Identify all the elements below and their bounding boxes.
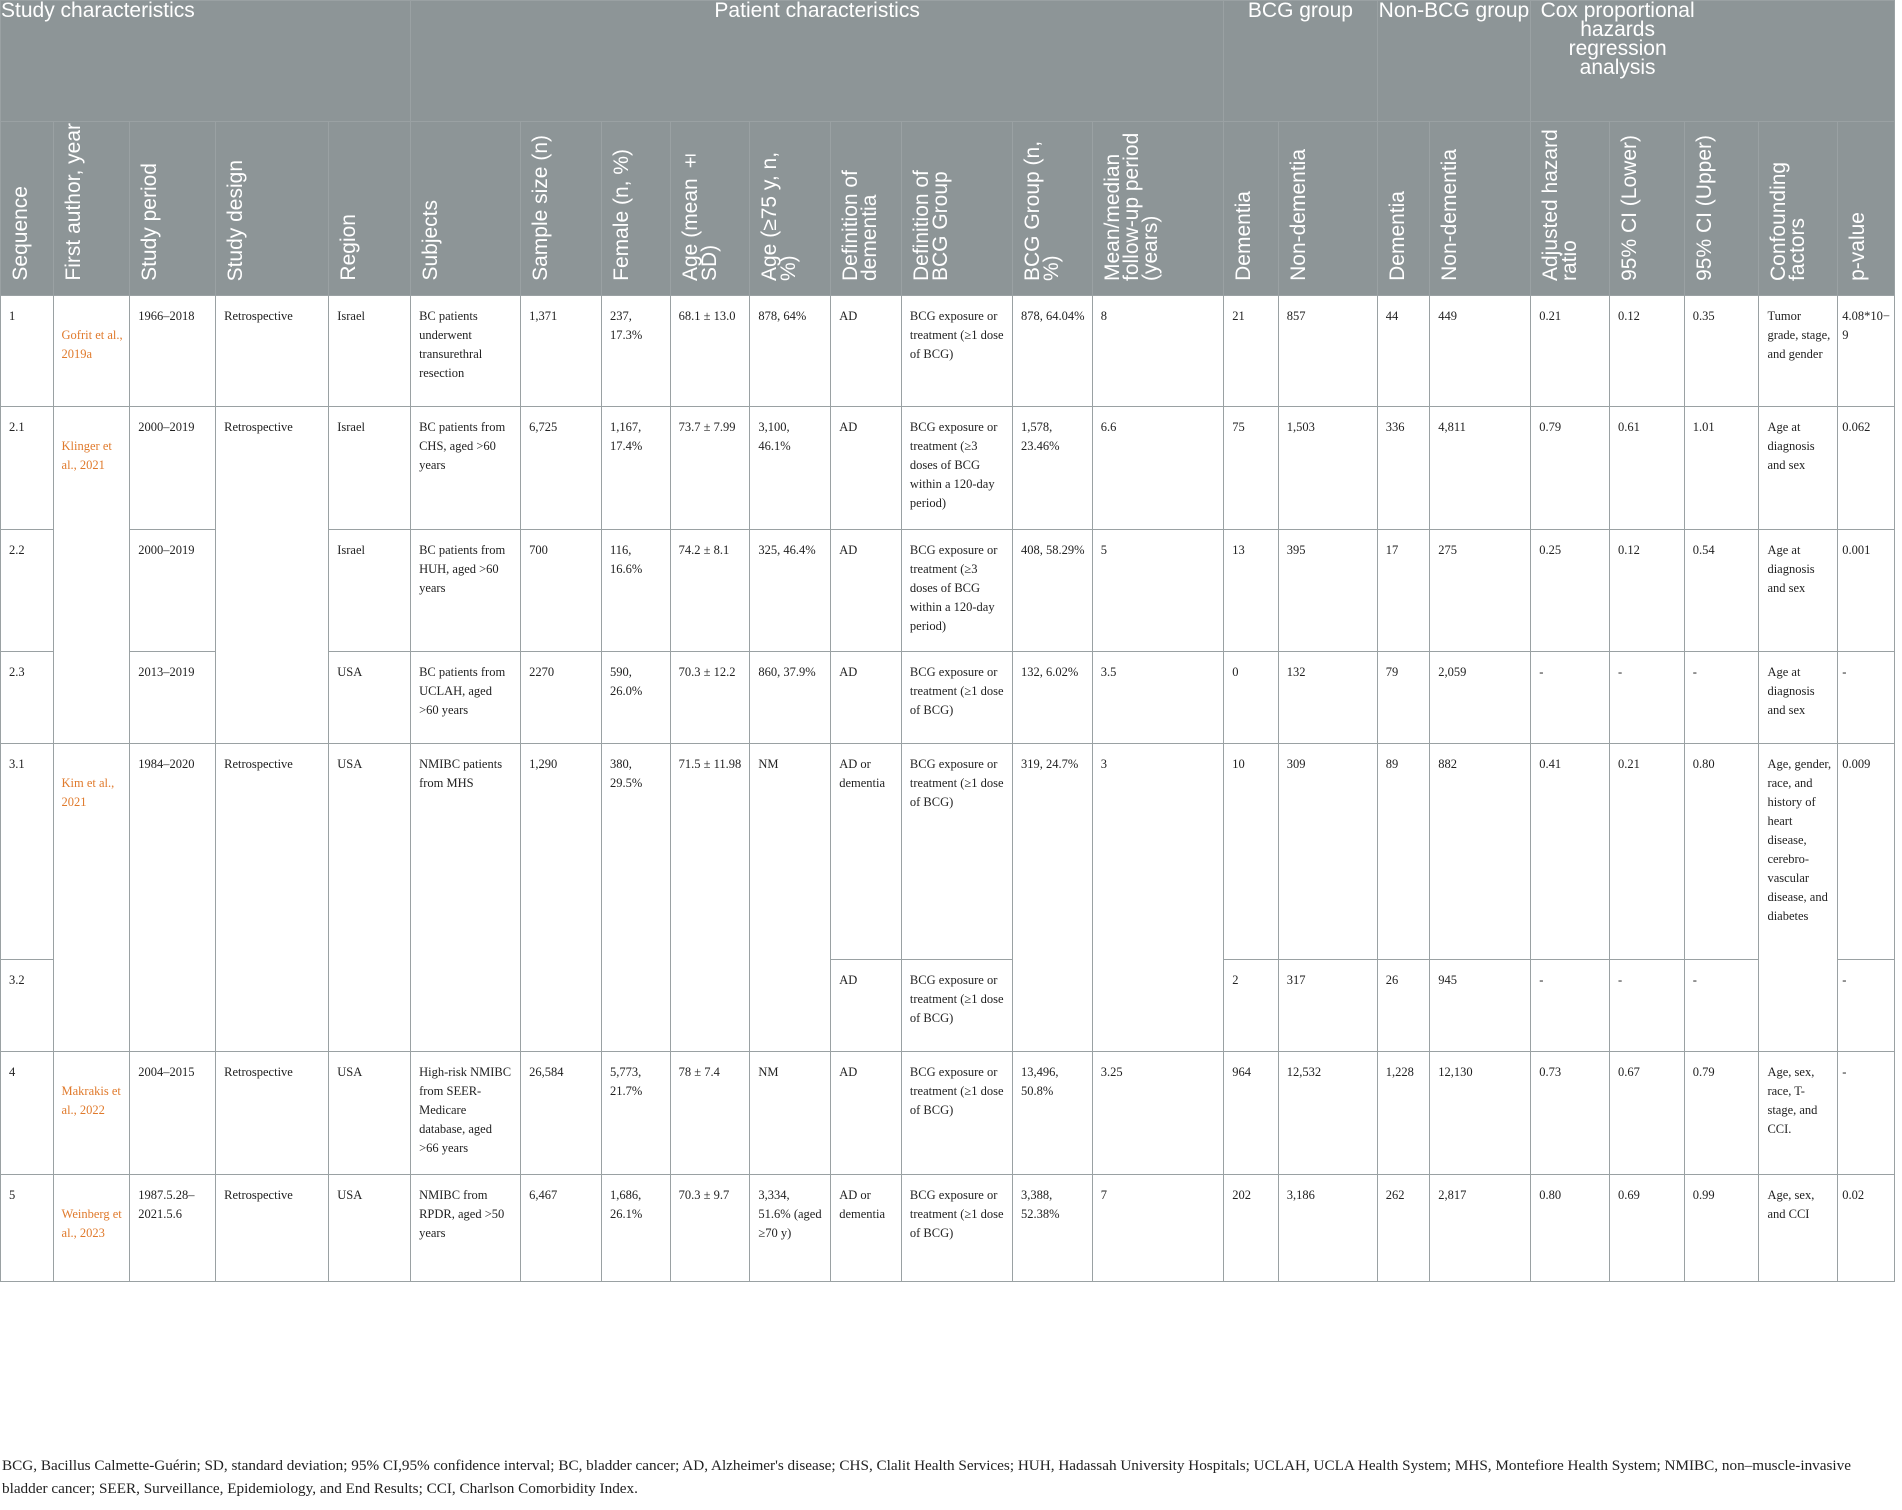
cell-region: Israel [329,296,411,407]
cell-def-bcg: BCG exposure or treatment (≥1 dose of BCG) [901,744,1012,960]
col-def-dementia: Definition of dementia [831,122,902,296]
cell-followup: 5 [1092,530,1223,652]
cell-nbcg-non-dementia: 945 [1430,960,1531,1052]
col-ci-lower: 95% CI (Lower) [1609,122,1684,296]
cell-age75: 878, 64% [750,296,831,407]
cell-nbcg-non-dementia: 2,817 [1430,1175,1531,1282]
col-ahr: Adjusted hazard ratio [1531,122,1610,296]
cell-sample: 700 [521,530,602,652]
cell-period [130,960,216,1052]
cell-followup: 8 [1092,296,1223,407]
cell-confounding: Age, gender, race, and history of heart disease, cerebro-vascular disease, and diabetes [1759,744,1838,960]
cell-ci-upper: 0.80 [1684,744,1759,960]
cell-def-dementia: AD [831,1052,902,1175]
table-row [1,407,1895,530]
cell-subjects: BC patients underwent transurethral resection [411,296,521,407]
cell-ci-lower: 0.12 [1609,296,1684,407]
cell-sample: 2270 [521,652,602,744]
cell-bcg-group [1012,960,1092,1052]
cell-age75 [750,960,831,1052]
col-period: Study period [130,122,216,296]
cell-nbcg-dementia: 336 [1377,407,1430,530]
cell-followup: 6.6 [1092,407,1223,530]
cell-design: Retrospective [216,1052,329,1175]
cell-ahr: 0.21 [1531,296,1610,407]
group-non-bcg: Non-BCG group [1377,1,1531,122]
cell-ahr: 0.79 [1531,407,1610,530]
cell-nbcg-non-dementia: 2,059 [1430,652,1531,744]
col-pvalue: p-value [1838,122,1895,296]
cell-period: 1966–2018 [130,296,216,407]
cell-nbcg-dementia: 26 [1377,960,1430,1052]
col-age: Age (mean ± SD) [670,122,750,296]
cell-sample: 1,371 [521,296,602,407]
cell-seq: 2.2 [1,530,54,652]
cell-design: Retrospective [216,1175,329,1282]
cell-subjects: BC patients from UCLAH, aged >60 years [411,652,521,744]
cell-ahr: 0.80 [1531,1175,1610,1282]
cell-design [216,652,329,744]
col-nbcg-non-dementia: Non-dementia [1430,122,1531,296]
cell-pvalue: 0.009 [1838,744,1895,960]
cell-seq: 3.2 [1,960,54,1052]
cell-def-bcg: BCG exposure or treatment (≥1 dose of BCG) [901,960,1012,1052]
cell-female: 1,686, 26.1% [601,1175,670,1282]
cell-bcg-non-dementia: 857 [1278,296,1377,407]
cell-subjects [411,960,521,1052]
cell-bcg-dementia: 0 [1224,652,1279,744]
author-citation-link[interactable]: Gofrit et al., 2019a [61,328,123,361]
cell-ci-upper: 1.01 [1684,407,1759,530]
author-citation-link[interactable]: Makrakis et al., 2022 [61,1084,121,1117]
cell-bcg-group: 13,496, 50.8% [1012,1052,1092,1175]
cell-nbcg-non-dementia: 882 [1430,744,1531,960]
col-ci-upper: 95% CI (Upper) [1684,122,1759,296]
cell-period: 1987.5.28–2021.5.6 [130,1175,216,1282]
cell-ci-upper: - [1684,960,1759,1052]
cell-age: 70.3 ± 12.2 [670,652,750,744]
cell-ci-lower: 0.61 [1609,407,1684,530]
cell-confounding [1759,960,1838,1052]
cell-region: USA [329,744,411,960]
cell-confounding: Age at diagnosis and sex [1759,530,1838,652]
cell-bcg-dementia: 10 [1224,744,1279,960]
col-subjects: Subjects [411,122,521,296]
cell-female: 1,167, 17.4% [601,407,670,530]
col-author: First author, year [53,122,130,296]
cell-bcg-group: 878, 64.04% [1012,296,1092,407]
cell-age: 70.3 ± 9.7 [670,1175,750,1282]
cell-period: 1984–2020 [130,744,216,960]
cell-def-bcg: BCG exposure or treatment (≥3 doses of BCG within a 120-day period) [901,530,1012,652]
cell-bcg-group: 1,578, 23.46% [1012,407,1092,530]
cell-bcg-non-dementia: 309 [1278,744,1377,960]
cell-pvalue: 0.001 [1838,530,1895,652]
table-row [1,530,1895,652]
column-header-row [1,122,1895,296]
cell-def-dementia: AD [831,530,902,652]
cell-region: Israel [329,407,411,530]
cell-author [53,296,130,407]
cell-pvalue: 4.08*10−9 [1838,296,1895,407]
cell-seq: 1 [1,296,54,407]
cell-age75: 325, 46.4% [750,530,831,652]
cell-def-bcg: BCG exposure or treatment (≥3 doses of BCG within a 120-day period) [901,407,1012,530]
cell-nbcg-dementia: 262 [1377,1175,1430,1282]
cell-confounding: Age, sex, and CCI [1759,1175,1838,1282]
col-design: Study design [216,122,329,296]
cell-design [216,960,329,1052]
cell-female: 590, 26.0% [601,652,670,744]
cell-age: 73.7 ± 7.99 [670,407,750,530]
cell-nbcg-dementia: 44 [1377,296,1430,407]
col-followup: Mean/median follow-up period (years) [1092,122,1223,296]
cell-age75: 3,334, 51.6% (aged ≥70 y) [750,1175,831,1282]
cell-nbcg-dementia: 17 [1377,530,1430,652]
cell-age: 71.5 ± 11.98 [670,744,750,960]
cell-subjects: NMIBC from RPDR, aged >50 years [411,1175,521,1282]
cell-female [601,960,670,1052]
group-study: Study characteristics [1,1,411,122]
cell-bcg-group: 132, 6.02% [1012,652,1092,744]
cell-pvalue: 0.062 [1838,407,1895,530]
cell-ci-upper: 0.35 [1684,296,1759,407]
cell-female: 380, 29.5% [601,744,670,960]
cell-sample [521,960,602,1052]
cell-nbcg-non-dementia: 12,130 [1430,1052,1531,1175]
group-bcg: BCG group [1224,1,1378,122]
table-footnote: BCG, Bacillus Calmette-Guérin; SD, standard deviation; 95% CI,95% confidence interval; BC, bladder cancer; AD, Alzheimer's disease; CHS, Clalit Health Services; HUH, Hadassah University Hospitals; UCLAH, UCLA Health System; MHS, Montefiore Health System; NMIBC, non–muscle-invasive bladder cancer; SEER, Surveillance, Epidemiology, and End Results; CCI, Charlson Comorbidity Index. [2,1457,1851,1497]
cell-pvalue: - [1838,1052,1895,1175]
cell-period: 2004–2015 [130,1052,216,1175]
col-bcg-dementia: Dementia [1224,122,1279,296]
group-cox: Cox proportional hazards regression analysis [1531,1,1895,122]
cell-bcg-dementia: 75 [1224,407,1279,530]
cell-design: Retrospective [216,744,329,960]
cell-subjects: BC patients from HUH, aged >60 years [411,530,521,652]
cell-confounding: Age at diagnosis and sex [1759,407,1838,530]
cell-nbcg-non-dementia: 4,811 [1430,407,1531,530]
cell-bcg-dementia: 13 [1224,530,1279,652]
col-region: Region [329,122,411,296]
cell-age75: 860, 37.9% [750,652,831,744]
cell-region: USA [329,652,411,744]
cell-subjects: High-risk NMIBC from SEER-Medicare database, aged >66 years [411,1052,521,1175]
table-row [1,652,1895,744]
cell-pvalue: 0.02 [1838,1175,1895,1282]
cell-region: USA [329,1175,411,1282]
cell-age: 74.2 ± 8.1 [670,530,750,652]
col-sample: Sample size (n) [521,122,602,296]
cell-ci-upper: 0.99 [1684,1175,1759,1282]
cell-followup: 3.25 [1092,1052,1223,1175]
cell-bcg-group: 3,388, 52.38% [1012,1175,1092,1282]
cell-ci-upper: - [1684,652,1759,744]
cell-ci-lower: 0.21 [1609,744,1684,960]
cell-period: 2013–2019 [130,652,216,744]
cell-age: 78 ± 7.4 [670,1052,750,1175]
cell-def-dementia: AD [831,652,902,744]
col-nbcg-dementia: Dementia [1377,122,1430,296]
cell-ci-upper: 0.54 [1684,530,1759,652]
cell-def-bcg: BCG exposure or treatment (≥1 dose of BCG) [901,296,1012,407]
cell-nbcg-dementia: 89 [1377,744,1430,960]
cell-bcg-dementia: 21 [1224,296,1279,407]
cell-author [53,652,130,744]
cell-author [53,1052,130,1175]
cell-female: 5,773, 21.7% [601,1052,670,1175]
cell-seq: 2.3 [1,652,54,744]
cell-nbcg-dementia: 79 [1377,652,1430,744]
cell-subjects: BC patients from CHS, aged >60 years [411,407,521,530]
cell-ahr: - [1531,960,1610,1052]
cell-def-bcg: BCG exposure or treatment (≥1 dose of BCG) [901,652,1012,744]
cell-confounding: Age, sex, race, T-stage, and CCI. [1759,1052,1838,1175]
cell-def-dementia: AD [831,296,902,407]
table-row [1,960,1895,1052]
cell-followup: 3 [1092,744,1223,960]
cell-bcg-dementia: 2 [1224,960,1279,1052]
cell-bcg-non-dementia: 132 [1278,652,1377,744]
cell-design: Retrospective [216,407,329,530]
cell-nbcg-non-dementia: 449 [1430,296,1531,407]
cell-followup: 7 [1092,1175,1223,1282]
cell-followup: 3.5 [1092,652,1223,744]
cell-pvalue: - [1838,652,1895,744]
table-row [1,1052,1895,1175]
cell-ci-lower: 0.69 [1609,1175,1684,1282]
table-row [1,744,1895,960]
group-patient: Patient characteristics [411,1,1224,122]
cell-female: 116, 16.6% [601,530,670,652]
cell-ahr: 0.41 [1531,744,1610,960]
cell-ahr: - [1531,652,1610,744]
cell-region [329,960,411,1052]
cell-seq: 5 [1,1175,54,1282]
cell-bcg-non-dementia: 395 [1278,530,1377,652]
cell-period: 2000–2019 [130,530,216,652]
col-age75: Age (≥75 y, n, %) [750,122,831,296]
cell-ci-lower: - [1609,960,1684,1052]
table-row [1,296,1895,407]
cell-pvalue: - [1838,960,1895,1052]
table-row [1,1175,1895,1282]
author-citation-link[interactable]: Weinberg et al., 2023 [61,1207,122,1240]
cell-period: 2000–2019 [130,407,216,530]
cell-bcg-non-dementia: 317 [1278,960,1377,1052]
cell-age75: NM [750,744,831,960]
cell-design [216,530,329,652]
cell-sample: 1,290 [521,744,602,960]
cell-ci-lower: 0.67 [1609,1052,1684,1175]
cell-confounding: Tumor grade, stage, and gender [1759,296,1838,407]
cell-ahr: 0.73 [1531,1052,1610,1175]
cell-confounding: Age at diagnosis and sex [1759,652,1838,744]
cell-ci-lower: 0.12 [1609,530,1684,652]
cell-def-dementia: AD or dementia [831,1175,902,1282]
cell-ahr: 0.25 [1531,530,1610,652]
col-sequence: Sequence [1,122,54,296]
col-female: Female (n, %) [601,122,670,296]
cell-region: USA [329,1052,411,1175]
cell-def-dementia: AD [831,960,902,1052]
cell-author [53,960,130,1052]
cell-author [53,1175,130,1282]
group-header-row [1,1,1895,122]
author-citation-link[interactable]: Kim et al., 2021 [61,776,115,809]
cell-sample: 6,725 [521,407,602,530]
cell-def-dementia: AD [831,407,902,530]
cell-followup [1092,960,1223,1052]
cell-nbcg-non-dementia: 275 [1430,530,1531,652]
cell-subjects: NMIBC patients from MHS [411,744,521,960]
cell-region: Israel [329,530,411,652]
cell-author [53,530,130,652]
cell-ci-lower: - [1609,652,1684,744]
col-confounding: Confounding factors [1759,122,1838,296]
cell-bcg-non-dementia: 12,532 [1278,1052,1377,1175]
cell-author [53,407,130,530]
cell-bcg-dementia: 202 [1224,1175,1279,1282]
cell-age75: 3,100, 46.1% [750,407,831,530]
cell-age: 68.1 ± 13.0 [670,296,750,407]
cell-design: Retrospective [216,296,329,407]
col-bcg-group: BCG Group (n, %) [1012,122,1092,296]
cell-author [53,744,130,960]
cell-sample: 26,584 [521,1052,602,1175]
cell-def-dementia: AD or dementia [831,744,902,960]
cell-def-bcg: BCG exposure or treatment (≥1 dose of BCG) [901,1175,1012,1282]
cell-age [670,960,750,1052]
cell-female: 237, 17.3% [601,296,670,407]
cell-sample: 6,467 [521,1175,602,1282]
cell-nbcg-dementia: 1,228 [1377,1052,1430,1175]
cell-seq: 2.1 [1,407,54,530]
author-citation-link[interactable]: Klinger et al., 2021 [61,439,112,472]
cell-seq: 3.1 [1,744,54,960]
cell-bcg-group: 408, 58.29% [1012,530,1092,652]
cell-seq: 4 [1,1052,54,1175]
col-def-bcg: Definition of BCG Group [901,122,1012,296]
cell-bcg-group: 319, 24.7% [1012,744,1092,960]
cell-bcg-dementia: 964 [1224,1052,1279,1175]
cell-age75: NM [750,1052,831,1175]
col-bcg-non-dementia: Non-dementia [1278,122,1377,296]
cell-ci-upper: 0.79 [1684,1052,1759,1175]
cell-def-bcg: BCG exposure or treatment (≥1 dose of BCG) [901,1052,1012,1175]
cell-bcg-non-dementia: 1,503 [1278,407,1377,530]
cell-bcg-non-dementia: 3,186 [1278,1175,1377,1282]
